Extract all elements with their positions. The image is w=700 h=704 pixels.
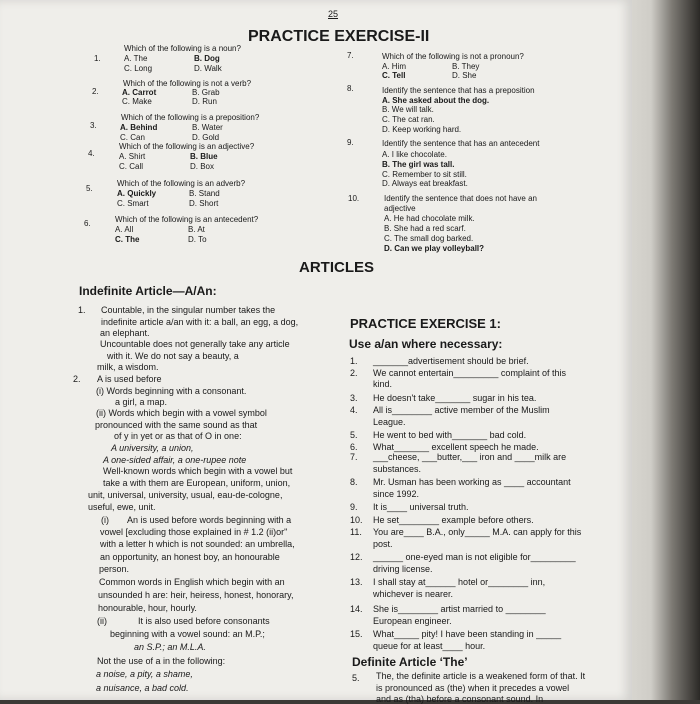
indefinite-article-heading: Indefinite Article—A/An: bbox=[79, 284, 217, 298]
exercise-item-text: What_____ pity! I have been standing in _____ bbox=[373, 629, 562, 639]
exercise-item-text: ______ one-eyed man is not eligible for_________ bbox=[373, 552, 576, 562]
exercise-item-number: 2. bbox=[350, 368, 358, 378]
practice-exercise-1-heading: PRACTICE EXERCISE 1: bbox=[350, 316, 501, 331]
definite-article-line-3: and as (tha) before a consonant sound. In bbox=[376, 694, 544, 704]
exercise-item-number: 5. bbox=[350, 430, 358, 440]
exercise-item-text: European engineer. bbox=[373, 616, 452, 626]
definite-article-heading: Definite Article ‘The’ bbox=[352, 655, 468, 669]
exercise-item-number: 1. bbox=[350, 356, 358, 366]
exercise-item-number: 8. bbox=[350, 477, 358, 487]
exercise-item-text: He went to bed with_______ bad cold. bbox=[373, 430, 527, 440]
exercise-item-number: 15. bbox=[350, 629, 363, 639]
exercise-item-text: substances. bbox=[373, 464, 422, 474]
exercise-item-number: 13. bbox=[350, 577, 363, 587]
exercise-item-number: 14. bbox=[350, 604, 363, 614]
book-page: 25 PRACTICE EXERCISE-II 1. Which of the following is a noun? A. The B. Dog C. Long D. Walk 2. Which of the following is not a verb? A. Carrot B. Grab C. Make D. Run 3. Which of the following is a preposition? A. Behind B. Water C. Can D. Gold 4. Which of the following is an adjective? A. Shirt B. Blue C. Call D. Box 5. Which of the following is an adverb? A. Quickly B. Stand C. Smart D. Short 6. Which of the following is an antecedent? A. All B. At C. The D. To 7. Which of the following is not a pronoun? A. Him B. They C. Tell D. She 8. Identify the sentence that has a preposition A. She asked about the dog. B. We will talk. C. The cat ran. D. Keep working hard. 9. Identify the sentence that has an antecedent A. I like chocolate. B. The girl was tall. C. Remember to sit still. D. Always eat breakfast. 10. Identify the sentence that does not have an adjective A. He had chocolate milk. B. She had a red scarf. C. The small dog barked. D. Can we play volleyball? ARTICLES Indefinite Article—A/An: 1. Countable, in the singular number takes the indefinite article a/an with it: a ball, an egg, a dog, an elephant. Uncountable does not generally take any article with it. We do not say a beauty, a milk, a wisdom. 2. A is used before (i) Words beginning with a consonant. a girl, a map. (ii) Words which begin with a vowel symbol pronounced with the same sound as that of y in yet or as that of O in one: A university, a union, A one-sided affair, a one-rupee note Well-known words which begin with a vowel but take a with them are European, uniform, union, unit, universal, university, usual, eau-de-cologne, useful, ewe, unit. (i) An is used before words beginning with a vowel [excluding those explained in # 1.2 (ii)or" with a letter h which is not sounded: an umbrella, an opportunity, an honest boy, an honourable person. Common words in English which begin with an unsounded h are: heir, heiress, honest, honorary, honourable, hour, hourly. (ii) It is also used before consonants beginning with a vowel sound: an M.P.; an S.P.; an M.L.A. Not the use of a in the following: a noise, a pity, a shame, a nuisance, a bad cold. PRACTICE EXERCISE 1: Use a/an where necessary: 1. _______advertisement should be brief. 2. We cannot entertain_________ complaint of this kind. 3. He doesn't take_______ sugar in his tea. 4. All is________ active member of the Muslim League. 5. He went to bed with_______ bad cold. 6. What_______ excellent speech he made. 7. ___cheese, ___butter,___ iron and ____milk are substances. 8. Mr. Usman has been working as ____ accountant since 1992. 9. It is____ universal truth. 10. He set________ example before others. 11. You are____ B.A., only_____ M.A. can apply for this post. 12. ______ one-eyed man is not eligible for_________ driving license. 13. I shall stay at______ hotel or________ inn, whichever is nearer. 14. She is________ artist married to ________ European engineer. 15. What_____ pity! I have been standing in _____ queue for at least____ hour. Definite Article ‘The’ 5. The, the definite article is a weakened form of that. It is pronounced as (the) when it precedes a vowel and as (tha) before a consonant sound. In bbox=[0, 0, 632, 700]
exercise-item-number: 11. bbox=[350, 527, 362, 537]
definite-article-number: 5. bbox=[352, 673, 360, 683]
exercise-item-text: He doesn't take_______ sugar in his tea. bbox=[373, 393, 537, 403]
exercise-item-text: League. bbox=[373, 417, 406, 427]
exercise-item-text: I shall stay at______ hotel or________ inn, bbox=[373, 577, 546, 587]
exercise-item-text: We cannot entertain_________ complaint of this bbox=[373, 368, 566, 378]
page-title: PRACTICE EXERCISE-II bbox=[248, 28, 430, 45]
definite-article-line-2: is pronounced as (the) when it precedes a vowel bbox=[376, 683, 570, 693]
exercise-item-text: since 1992. bbox=[373, 489, 420, 499]
definite-article-line-1: The, the definite article is a weakened form of that. It bbox=[376, 671, 586, 681]
page-number: 25 bbox=[328, 9, 339, 19]
exercise-item-number: 3. bbox=[350, 393, 358, 403]
exercise-item-text: She is________ artist married to ________ bbox=[373, 604, 546, 614]
exercise-item-text: You are____ B.A., only_____ M.A. can apply for this bbox=[373, 527, 582, 537]
exercise-item-text: All is________ active member of the Muslim bbox=[373, 405, 550, 415]
exercise-item-text: Mr. Usman has been working as ____ accountant bbox=[373, 477, 571, 487]
exercise-item-text: post. bbox=[373, 539, 393, 549]
exercise-item-text: queue for at least____ hour. bbox=[373, 641, 486, 651]
exercise-item-number: 6. bbox=[350, 442, 358, 452]
exercise-item-text: He set________ example before others. bbox=[373, 515, 534, 525]
exercise-item-text: What_______ excellent speech he made. bbox=[373, 442, 539, 452]
articles-heading: ARTICLES bbox=[299, 259, 374, 276]
exercise-item-text: kind. bbox=[373, 379, 393, 389]
exercise-item-text: driving license. bbox=[373, 564, 433, 574]
desk-background bbox=[630, 0, 700, 700]
exercise-item-text: ___cheese, ___butter,___ iron and ____milk are bbox=[373, 452, 567, 462]
exercise-item-number: 4. bbox=[350, 405, 358, 415]
practice-exercise-1-subheading: Use a/an where necessary: bbox=[349, 337, 503, 351]
exercise-item-number: 9. bbox=[350, 502, 358, 512]
exercise-item-text: It is____ universal truth. bbox=[373, 502, 469, 512]
exercise-item-number: 7. bbox=[350, 452, 358, 462]
exercise-item-text: _______advertisement should be brief. bbox=[373, 356, 529, 366]
exercise-item-text: whichever is nearer. bbox=[373, 589, 454, 599]
exercise-item-number: 12. bbox=[350, 552, 363, 562]
exercise-item-number: 10. bbox=[350, 515, 363, 525]
